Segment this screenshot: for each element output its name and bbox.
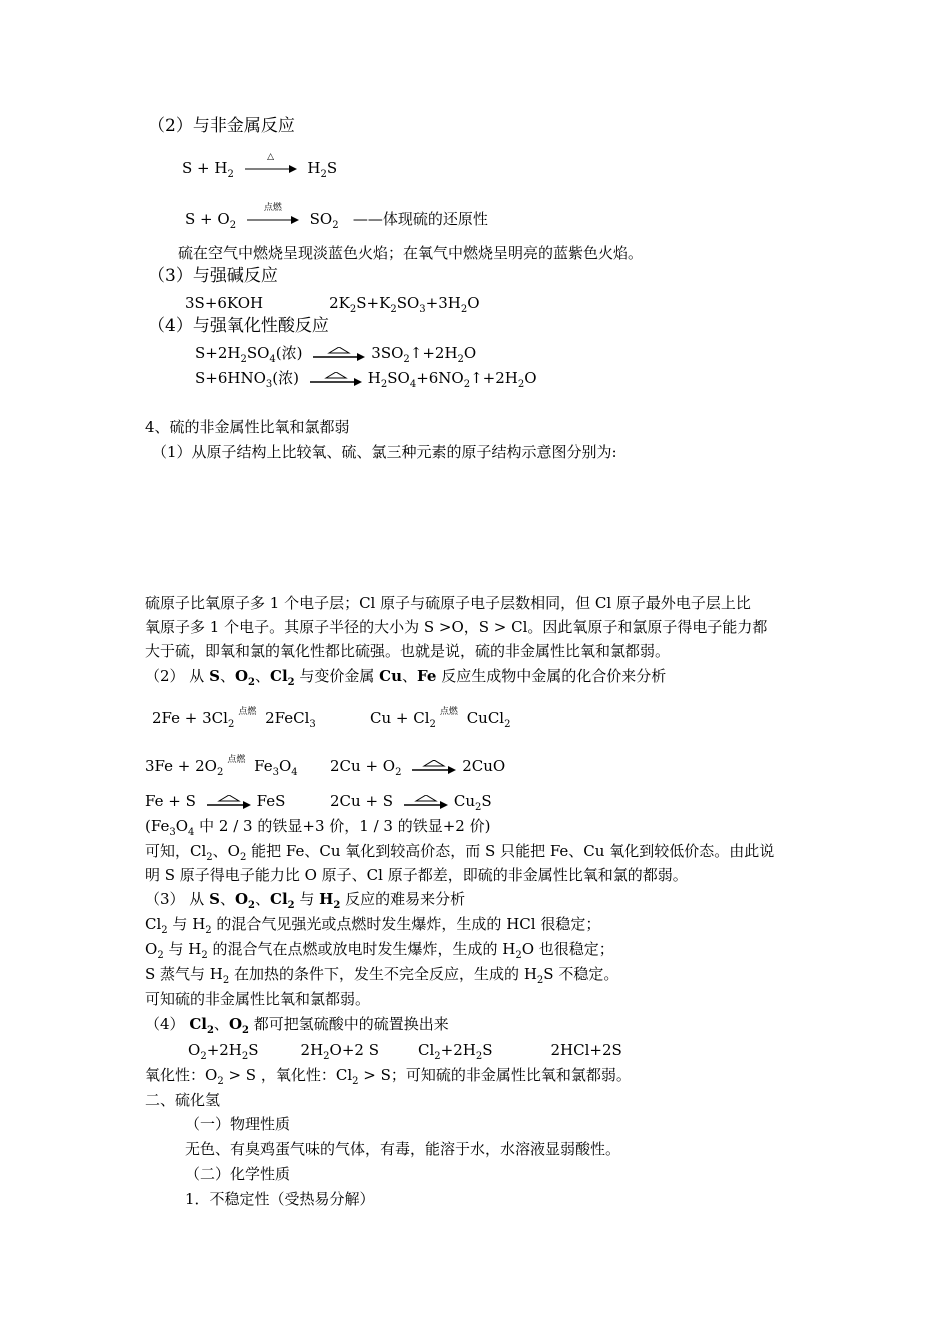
text-fe3o4-note: ($Fe_3O_4$ 中 2 / 3 的铁显+3 价，1 / 3 的铁显+2 价) bbox=[145, 817, 491, 838]
equation-cu-o2: $2Cu + O_2$ 2CuO bbox=[330, 757, 506, 778]
heading-strong-base: （3）与强碱反应 bbox=[148, 266, 278, 286]
text-burning-flame: 硫在空气中燃烧呈现淡蓝色火焰；在氧气中燃烧呈明亮的蓝紫色火焰。 bbox=[178, 244, 644, 262]
heading-nonmetal-reaction: （2）与非金属反应 bbox=[148, 116, 295, 136]
equation-fe-cl2: $2Fe + 3Cl_2$点燃 2FeCl$_3$ bbox=[152, 707, 316, 730]
heading-chemical-properties: （二）化学性质 bbox=[185, 1165, 291, 1183]
equation-s-h2so4: $S+2H_2SO_4$(浓) $3SO_2↑+2H_2O$ bbox=[195, 344, 477, 365]
paragraph-line: 硫原子比氧原子多 1 个电子层；Cl 原子与硫原子电子层数相同，但 Cl 原子最外电子层上比 bbox=[145, 594, 751, 612]
equation-s-koh: 3S+6KOH $2K_2S+K_2SO_3+3H_2O$ bbox=[185, 294, 480, 315]
paragraph-line: 大于硫，即氧和氯的氧化性都比硫强。也就是说，硫的非金属性比氧和氯都弱。 bbox=[145, 642, 671, 660]
arrow-heat bbox=[404, 795, 448, 809]
arrow-heat bbox=[207, 795, 251, 809]
heading-instability: 1．不稳定性（受热易分解） bbox=[185, 1190, 375, 1208]
equation-s-hno3: $S+6HNO_3$(浓) $H_2SO_4+6NO_2↑+2H_2O$ bbox=[195, 369, 537, 390]
paragraph-line: S 蒸气与 $H_2$ 在加热的条件下，发生不完全反应，生成的 $H_2S$ 不稳定。 bbox=[145, 965, 619, 986]
heading-oxidizing-acid: （4）与强氧化性酸反应 bbox=[148, 316, 329, 336]
paragraph-line: 无色、有臭鸡蛋气味的气体，有毒，能溶于水，水溶液显弱酸性。 bbox=[185, 1140, 621, 1158]
paragraph-line: $O_2$ 与 $H_2$ 的混合气在点燃或放电时发生爆炸，生成的 $H_2O$ 也很稳定； bbox=[145, 940, 614, 961]
heading-nonmetal-weaker: 4、硫的非金属性比氧和氯都弱 bbox=[145, 418, 350, 436]
paragraph-line: 氧化性：$O_2 > S$ ，氧化性：$Cl_2 > S$；可知硫的非金属性比氧和氯都弱。 bbox=[145, 1066, 631, 1087]
paragraph-line: 可知，$Cl_2$、$O_2$ 能把 Fe、Cu 氧化到较高价态，而 S 只能把 Fe、Cu 氧化到较低价态。由此说 bbox=[145, 842, 775, 863]
equation-cl2-h2s: $Cl_2+2H_2S$ 2HCl+2S bbox=[418, 1041, 622, 1062]
arrow-ignite: 点燃 bbox=[247, 213, 299, 227]
heading-displacement: （4） $Cl_2$、$O_2$ 都可把氢硫酸中的硫置换出来 bbox=[145, 1015, 449, 1036]
equation-s-o2: $S + O_2$ 点燃 $SO_2$ ——体现硫的还原性 bbox=[185, 203, 488, 231]
arrow-heat bbox=[412, 760, 456, 774]
heading-metal-valence: （2） 从 S、$O_2$、$Cl_2$ 与变价金属 Cu、Fe 反应生成物中金属的化合价来分析 bbox=[145, 667, 667, 688]
arrow-heat bbox=[313, 347, 365, 361]
equation-fe-s: Fe + S FeS bbox=[145, 792, 286, 810]
heading-hydrogen-sulfide: 二、硫化氢 bbox=[145, 1091, 221, 1109]
text-atomic-structure: （1）从原子结构上比较氧、硫、氯三种元素的原子结构示意图分别为: bbox=[152, 443, 617, 461]
paragraph-line: 明 S 原子得电子能力比 O 原子、Cl 原子都差，即硫的非金属性比氧和氯的都弱。 bbox=[145, 866, 688, 884]
equation-cu-s: 2Cu + S $Cu_2S$ bbox=[330, 792, 492, 813]
paragraph-line: 可知硫的非金属性比氧和氯都弱。 bbox=[145, 990, 371, 1008]
equation-o2-h2s: $O_2+2H_2S$ $2H_2O+2$ S bbox=[188, 1041, 379, 1062]
paragraph-line: $Cl_2$ 与 $H_2$ 的混合气见强光或点燃时发生爆炸，生成的 HCl 很稳定； bbox=[145, 915, 601, 936]
arrow-heat: △ bbox=[245, 162, 297, 176]
paragraph-line: 氧原子多 1 个电子。其原子半径的大小为 S >O，S > Cl。因此氧原子和氯原子得电子能力都 bbox=[145, 618, 768, 636]
equation-s-h2: $S + H_2$ △ $H_2S$ bbox=[182, 152, 338, 180]
equation-fe-o2: $3Fe + 2O_2$点燃 $Fe_3O_4$ bbox=[145, 755, 298, 778]
arrow-heat bbox=[310, 372, 362, 386]
heading-h2-reaction: （3） 从 S、$O_2$、$Cl_2$ 与 $H_2$ 反应的难易来分析 bbox=[145, 890, 466, 911]
equation-cu-cl2: $Cu + Cl_2$点燃 CuCl$_2$ bbox=[370, 707, 511, 730]
heading-physical-properties: （一）物理性质 bbox=[185, 1115, 291, 1133]
